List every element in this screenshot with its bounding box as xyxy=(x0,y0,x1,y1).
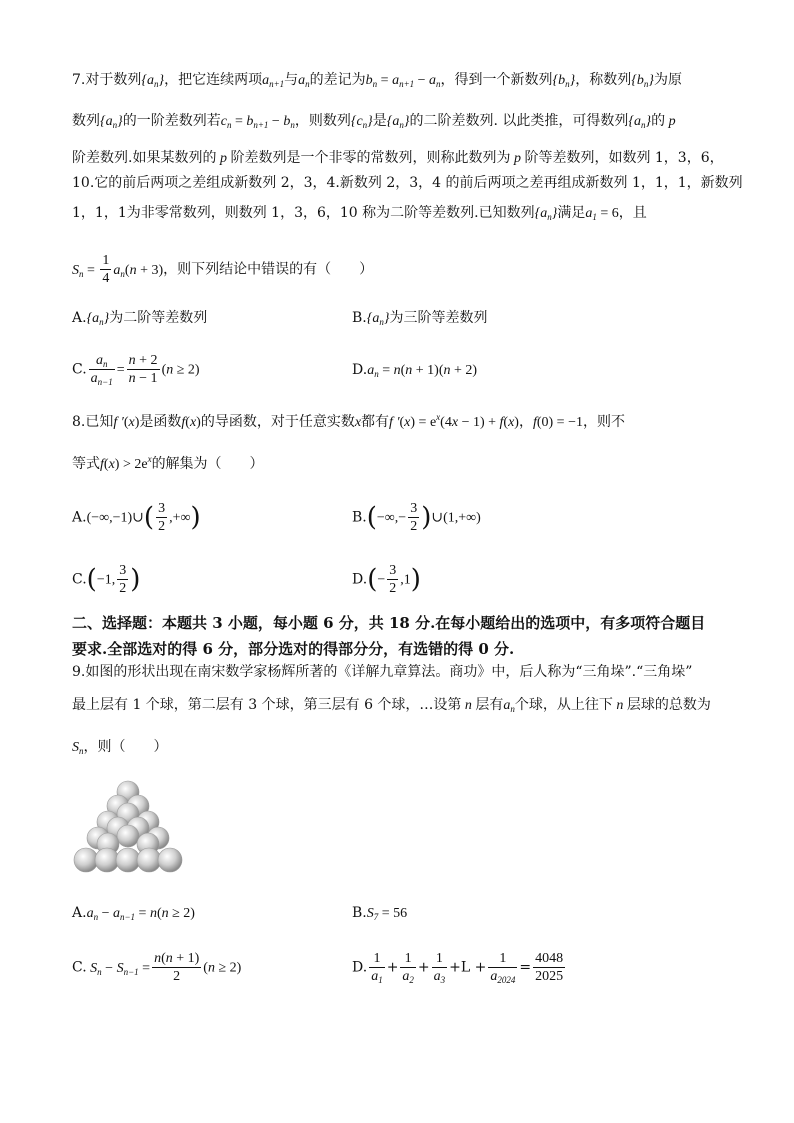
ball xyxy=(116,848,140,872)
option-label: A. xyxy=(72,310,87,326)
q8-option-d[interactable]: D.(− $\frac{3}{2}$ ,1) xyxy=(352,563,421,596)
q7-text: 阶差数列是一个非零的常数列，则称此数列为 xyxy=(230,150,511,166)
q7-text: ，把它连续两项 xyxy=(164,72,263,88)
q7-text: 的 xyxy=(651,113,666,129)
q8-text: ， xyxy=(518,414,533,430)
q7-text: 阶差数列.如果某数列的 xyxy=(72,150,217,166)
q8-line2: 等式$f(x) > 2e^x$的解集为（ ） xyxy=(72,454,264,472)
q7-text: ，得到一个新数列 xyxy=(440,72,553,88)
q7-text: 的差记为 xyxy=(309,72,366,88)
q8-option-a[interactable]: A.(−∞,−1)∪( $\frac{3}{2}$ ,+∞) xyxy=(72,501,201,534)
q7-option-b[interactable]: $B.\{a_n\}$为三阶等差数列 xyxy=(352,310,488,327)
q7-option-a[interactable]: $A.\{a_n\}$为二阶等差数列 xyxy=(72,310,208,327)
q7-text: ，称数列 xyxy=(575,72,632,88)
q7-option-d[interactable]: $D.a_n = n(n + 1)(n + 2)$ xyxy=(352,362,478,379)
q7-text: 为原 xyxy=(653,72,682,88)
q7-text: 的一阶差数列若 xyxy=(122,113,221,129)
option-text: 为二阶等差数列 xyxy=(109,310,208,326)
q7-line5: 1，1，1为非零常数列，则数列 1，3，6，10 称为二阶等差数列.已知数列$\{a_n\}$满足$a_1 = 6$，且 xyxy=(72,205,647,222)
q7-text: 10.它的前后两项之差组成新数列 2，3，4.新数列 2，3，4 的前后两项之差再组成新数列 1，1，1，新数列 xyxy=(72,175,743,191)
q9-line2: 最上层有 1 个球，第二层有 3 个球，第三层有 6 个球，…设第 n 层有$a_n$个球，从上往下 n 层球的总数为 xyxy=(72,697,711,714)
q7-line6: $S_n$ = $\frac{1}{4}$ $a_n(n + 3)$，则下列结论中错误的有（ ） xyxy=(72,253,374,286)
q9-option-d[interactable]: D. $\frac{1}{a_1}$ + $\frac{1}{a_2}$ + $\frac{1}{a_3}$ +L + $\frac{1}{a_{2024}}$ = $\frac{4048}{2025}$ xyxy=(352,951,564,985)
result-numerator: 4048 xyxy=(535,951,564,966)
q9-text: ，则（ ） xyxy=(83,739,168,755)
ball xyxy=(95,848,119,872)
q9-option-b[interactable]: $B.S_7 = 56$ xyxy=(352,905,408,922)
q8-text: 的导函数，对于任意实数 xyxy=(200,414,355,430)
q8-option-c[interactable]: C.(−1, $\frac{3}{2}$ ) xyxy=(72,563,141,596)
option-label: B. xyxy=(352,509,367,526)
ball xyxy=(137,848,161,872)
q7-line2: 数列$\{a_n\}$的一阶差数列若$c_n = b_{n+1} - b_n$，则数列$\{c_n\}$是$\{a_n\}$的二阶差数列. 以此类推，可得数列$\{a_n\}$的 p xyxy=(72,113,676,130)
ball xyxy=(158,848,182,872)
q8-text: ，则不 xyxy=(582,414,625,430)
q9-line3: $S_n$，则（ ） xyxy=(72,739,168,756)
q7-text: 7.对于数列 xyxy=(72,72,142,88)
q9-text: 最上层有 1 个球，第二层有 3 个球，第三层有 6 个球，…设第 xyxy=(72,697,462,713)
q7-line1: 7.对于数列$\{a_n\}$，把它连续两项$a_{n+1}$与$a_n$的差记为$b_n = a_{n+1} - a_n$，得到一个新数列$\{b_n\}$，称数列$\{b_n\}$为原 xyxy=(72,72,682,89)
option-label: D. xyxy=(352,571,368,588)
ball xyxy=(74,848,98,872)
section-header-line2: 要求.全部选对的得 6 分，部分选对的得部分分，有选错的得 0 分. xyxy=(72,640,515,658)
option-text: 为三阶等差数列 xyxy=(389,310,488,326)
q7-line4 xyxy=(72,173,743,193)
q8-text: 是函数 xyxy=(139,414,182,430)
q9-text: 个球，从上往下 xyxy=(514,697,613,713)
section-header-line1: 二、选择题：本题共 3 小题，每小题 6 分，共 18 分.在每小题给出的选项中，有多项符合题目 xyxy=(72,614,706,632)
triangular-pile-figure xyxy=(72,780,184,876)
q8-option-b[interactable]: B.(−∞,− $\frac{3}{2}$ )∪(1,+∞) xyxy=(352,501,481,534)
result-denominator: 2025 xyxy=(535,969,564,984)
q7-text: 是 xyxy=(372,113,387,129)
q8-text: 的解集为（ ） xyxy=(151,456,264,472)
q7-line3: 阶差数列.如果某数列的 p 阶差数列是一个非零的常数列，则称此数列为 p 阶等差数列，如数列 1，3，6， xyxy=(72,150,724,166)
q9-text: 层球的总数为 xyxy=(626,697,711,713)
option-label: B. xyxy=(352,905,367,921)
q7-text: 阶等差数列，如数列 1，3，6， xyxy=(524,150,724,166)
ball xyxy=(117,825,139,847)
q7-text: 满足 xyxy=(557,205,586,221)
q9-text: 层有 xyxy=(475,697,504,713)
option-label: C. xyxy=(72,571,87,588)
q9-option-c[interactable]: C. $S_n - S_{n-1}$ = $\frac{n(n + 1)}{2}$ (n ≥ 2) xyxy=(72,951,242,984)
q9-line1 xyxy=(72,662,692,682)
option-label: A. xyxy=(72,509,87,526)
q8-text: 等式 xyxy=(72,456,100,472)
option-label: C. xyxy=(72,361,87,378)
option-label: A. xyxy=(72,905,87,921)
q7-text: 数列 xyxy=(72,113,100,129)
option-label: C. xyxy=(72,959,87,976)
q7-text: ，且 xyxy=(618,205,647,221)
q7-text: ，则数列 xyxy=(294,113,351,129)
option-label: D. xyxy=(352,959,368,976)
q9-option-a[interactable]: $A.a_n - a_{n-1} = n(n \ge 2)$ xyxy=(72,905,195,922)
q9-text: 9.如图的形状出现在南宋数学家杨辉所著的《详解九章算法。商功》中，后人称为“三角垛”.“三角垛” xyxy=(72,664,693,680)
q7-text: ，则下列结论中错误的有（ ） xyxy=(163,261,374,278)
q7-text: 1，1，1为非零常数列，则数列 1，3，6，10 称为二阶等差数列.已知数列 xyxy=(72,205,535,221)
q8-text: 8.已知 xyxy=(72,414,114,430)
q8-text: 都有 xyxy=(361,414,390,430)
q8-line1: 8.已知f ′(x)是函数f(x)的导函数，对于任意实数x都有f $'(x) = e^x(4x - 1) + f(x)$，f(0) = −1，则不 xyxy=(72,412,625,430)
q7-text: 与 xyxy=(284,72,299,88)
q7-text: 的二阶差数列. 以此类推，可得数列 xyxy=(409,113,629,129)
q7-option-c[interactable]: C. $\frac{a_n}{a_{n-1}}$ = $\frac{n + 2}{n - 1}$ (n ≥ 2) xyxy=(72,353,200,387)
option-label: B. xyxy=(352,310,367,326)
option-label: D. xyxy=(352,362,368,378)
